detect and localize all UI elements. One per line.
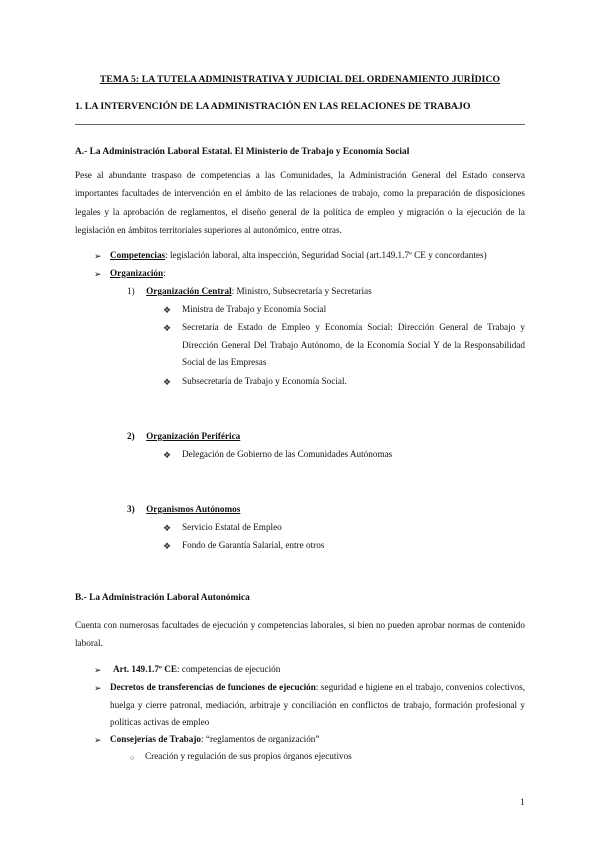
art-label: Art. 149.1.7º CE [113,664,178,674]
organizacion-colon: : [163,268,166,278]
org2-number: 2) [127,431,135,441]
section-b-intro: Cuenta con numerosas facultades de ejecución y competencias laborales, si bien no pueden aprobar normas de contenido laboral. [75,620,525,649]
org1-item: Ministra de Trabajo y Economía Social [182,304,327,314]
org3-number: 3) [127,504,135,514]
organizacion-label: Organización [110,268,164,278]
arrow-bullet-icon: ➢ [94,269,102,279]
divider [75,124,525,125]
org-periferica-item [127,428,240,446]
section-1-heading: 1. LA INTERVENCIÓN DE LA ADMINISTRACIÓN EN LAS RELACIONES DE TRABAJO [75,101,471,112]
arrow-bullet-icon: ➢ [94,665,102,675]
organizacion-item [110,265,166,283]
competencias-item [110,247,487,265]
competencias-label: Competencias [110,250,166,260]
circle-bullet-icon: ○ [130,754,135,762]
page-number: 1 [520,798,525,808]
org1-number: 1) [127,286,135,296]
arrow-bullet-icon: ➢ [94,735,102,745]
diamond-bullet-icon: ❖ [163,450,172,460]
diamond-bullet-icon: ❖ [163,305,172,315]
art-item [113,661,280,679]
sub-item: Creación y regulación de sus propios órganos ejecutivos [145,751,352,761]
consejerias-text: : “reglamentos de organización” [201,734,320,744]
decretos-item [110,679,525,732]
consejerias-item [110,731,319,749]
arrow-bullet-icon: ➢ [94,251,102,261]
org1-label: Organización Central [146,286,232,296]
diamond-bullet-icon: ❖ [163,541,172,551]
section-a-heading: A.- La Administración Laboral Estatal. El Ministerio de Trabajo y Economía Social [75,147,410,157]
competencias-text: : legislación laboral, alta inspección, Seguridad Social (art.149.1.7º CE y concordantes) [165,250,487,260]
decretos-text: : seguridad e higiene en el trabajo, convenios colectivos, huelga y cierre patronal, mediación, arbitraje y conciliación en conflictos de trabajo, formación profesional y políticas activas de empleo [110,682,525,728]
org2-item: Delegación de Gobierno de las Comunidades Autónomas [182,449,393,459]
org-autonomos-item [127,501,240,519]
consejerias-label: Consejerías de Trabajo [110,734,202,744]
section-b-heading: B.- La Administración Laboral Autonómica [75,593,250,603]
org2-label: Organización Periférica [146,431,241,441]
document-title: TEMA 5: LA TUTELA ADMINISTRATIVA Y JUDICIAL DEL ORDENAMIENTO JURÍDICO [99,74,501,85]
org1-item: Subsecretaría de Trabajo y Economía Social. [182,376,347,386]
art-text: : competencias de ejecución [177,664,281,674]
diamond-bullet-icon: ❖ [163,323,172,333]
org3-item: Fondo de Garantía Salarial, entre otros [182,540,325,550]
decretos-label: Decretos de transferencias de funciones de ejecución [110,682,316,692]
org3-item: Servicio Estatal de Empleo [182,522,282,532]
section-a-intro: Pese al abundante traspaso de competencias a las Comunidades, la Administración General del Estado conserva importantes facultades de intervención en el ámbito de las relaciones de trabajo, como la preparación de disposiciones legales y la aprobación de reglamentos, el diseño general de la política de empleo y migración o la ejecución de la legislación en ámbitos territoriales superiores al autonómico, entre otras. [75,170,525,236]
org1-item: Secretaría de Estado de Empleo y Economía Social: Dirección General de Trabajo y Dirección General Del Trabajo Autónomo, de la Economía Social Y de la Responsabilidad Social de las Empresas [182,322,525,368]
diamond-bullet-icon: ❖ [163,523,172,533]
org1-text: : Ministro, Subsecretaría y Secretarias [231,286,372,296]
org3-label: Organismos Autónomos [146,504,241,514]
diamond-bullet-icon: ❖ [163,377,172,387]
org-central-item [127,283,372,301]
arrow-bullet-icon: ➢ [94,683,102,693]
